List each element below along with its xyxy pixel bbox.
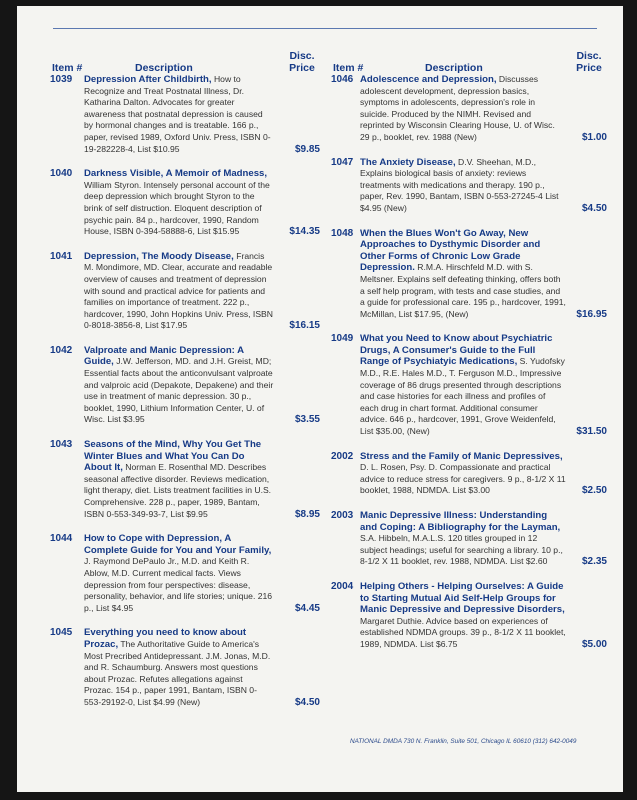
description-header: Description: [135, 62, 193, 74]
top-rule: [53, 28, 597, 29]
item-details: S.A. Hibbeln, M.A.L.S. 120 titles grouped in 12 subject headings; useful for searching a library. 10 p., 8-1/2 X 11 booklet, rev. 1988, NDMDA. List $2.60: [360, 533, 563, 567]
catalog-entry: [50, 168, 320, 238]
catalog-entry: [331, 157, 607, 215]
item-number: 2003: [331, 510, 354, 521]
item-title: Manic Depressive Illness: Understanding and Coping: A Bibliography for the Layman,: [360, 510, 561, 533]
catalog-entry: [331, 74, 607, 144]
item-title: Depression, The Moody Disease,: [84, 250, 234, 262]
item-description: [84, 533, 274, 614]
item-number: 1044: [50, 533, 73, 545]
item-details: Discusses adolescent development, depression basics, symptoms in adolescents, depression's role in suicide. Produced by the NIMH. Revised and reprinted by Wisconsin Clearing House, U. of Wisc. 29 p., booklet, rev. 1988 (New): [360, 74, 555, 142]
left-column-header: [50, 44, 320, 74]
item-details: Francis M. Mondimore, MD. Clear, accurate and readable overview of causes and treatment of depression with sound and practical advice for patients and families on importance of treatment. 222 p., hardcover, 1990, John Hopkins Univ. Press, ISBN 0-8018-3856-8, List $17.95: [84, 250, 273, 331]
item-details: R.M.A. Hirschfeld M.D. with S. Meltsner. Explains self defeating thinking, offers both a self help program, with tests and case studies, and a guide for professional care. 195 p., hardcover, 1991, McMillan, List $17.95, (New): [360, 262, 566, 319]
item-description: [360, 451, 566, 497]
catalog-entry: [331, 228, 607, 321]
price-header: Disc. Price: [289, 50, 315, 74]
item-number-header: Item #: [333, 62, 364, 74]
catalog-entry: [50, 439, 320, 520]
footer-address: NATIONAL DMDA 730 N. Franklin, Suite 501, Chicago IL 60610 (312) 642-0049: [350, 738, 577, 745]
left-column: [50, 44, 320, 722]
item-description: [84, 439, 274, 520]
item-title: Everything you need to know about Prozac,: [84, 627, 247, 650]
catalog-page: [17, 6, 623, 792]
item-price: $1.00: [581, 131, 607, 143]
item-price: $16.15: [289, 320, 320, 332]
item-details: J.W. Jefferson, MD. and J.H. Greist, MD; Essential facts about the anticonvulsant valproate and valproic acid (Depakote, Depakene) and their use in treatment of manic depression. 30 p., booklet, 1990, Lithium Information Center, U. of Wisc. List $3.95: [84, 356, 274, 425]
item-details: D. L. Rosen, Psy. D. Compassionate and practical advice to reduce stress for caregivers. 9 p., 8-1/2 X 11 booklet, 1988, NDMDA. List $3.00: [360, 462, 566, 496]
item-details: Margaret Duthie. Advice based on experiences of established NDMDA groups. 39 p., 8-1/2 X 11 booklet, 1989, NDMDA. List $6.75: [360, 615, 566, 649]
item-price: $2.35: [581, 556, 607, 568]
item-description: [360, 74, 566, 144]
item-details: How to Recognize and Treat Postnatal Illness, Dr. Katharina Dalton. Advocates for greater awareness that postnatal depression is caused by hormonal changes and is treatable. 166 p., paper, revised 1989, Oxford Univ. Press, ISBN 0-19-282228-4, List $10.95: [84, 74, 271, 154]
item-price: $5.00: [581, 638, 607, 650]
item-title: When the Blues Won't Go Away, New Approaches to Dysthymic Disorder and Other Forms of Chronic Low Grade Depression.: [360, 227, 541, 274]
left-entry-list: [50, 74, 320, 709]
item-title: Helping Others - Helping Ourselves: A Guide to Starting Mutual Aid Self-Help Groups for Manic Depressive and Depressive Disorders,: [360, 580, 565, 616]
catalog-entry: [50, 345, 320, 426]
catalog-entry: [331, 451, 607, 497]
item-number: 1048: [331, 227, 354, 239]
catalog-entry: [331, 510, 607, 568]
item-title: Darkness Visible, A Memoir of Madness,: [84, 168, 268, 180]
item-number: 1040: [50, 168, 73, 180]
item-price: $31.50: [576, 426, 607, 438]
item-price: $2.50: [581, 485, 607, 497]
item-number: 1041: [50, 250, 73, 262]
item-title: What you Need to Know about Psychiatric Drugs, A Consumer's Guide to the Full Range of Psychiatyic Medications,: [360, 333, 553, 368]
catalog-entry: [331, 333, 607, 437]
catalog-entry: [331, 581, 607, 651]
right-column: [331, 44, 607, 664]
item-title: The Anxiety Disease,: [360, 156, 456, 168]
item-price: $4.45: [294, 602, 320, 614]
item-description: [84, 627, 274, 708]
item-number: 1042: [50, 344, 73, 356]
price-header: Disc. Price: [576, 50, 602, 74]
item-number: 1046: [331, 74, 354, 85]
item-description: [84, 168, 274, 238]
item-price: $8.95: [294, 508, 320, 520]
item-title: Adolescence and Depression,: [360, 74, 497, 85]
item-title: Depression After Childbirth,: [84, 74, 212, 85]
item-price: $4.50: [581, 202, 607, 214]
catalog-entry: [50, 251, 320, 332]
catalog-entry: [50, 627, 320, 708]
item-number: 1039: [50, 74, 73, 85]
item-description: [360, 581, 566, 651]
item-details: William Styron. Intensely personal account of the deep depression which brought Styron to the brink of self distruction. Eloquent description of psychic pain. 84 p., hardcover, 1990, Random House, ISBN 0-394-58888-6, List $15.95: [84, 179, 270, 237]
item-title: How to Cope with Depression, A Complete Guide for You and Your Family,: [84, 533, 272, 556]
right-column-header: [331, 44, 607, 74]
item-title: Valproate and Manic Depression: A Guide,: [84, 344, 244, 368]
item-description: [84, 74, 274, 155]
item-description: [360, 510, 566, 568]
item-price: $16.95: [576, 308, 607, 320]
item-number-header: Item #: [52, 62, 83, 74]
item-title: Seasons of the Mind, Why You Get The Winter Blues and What You Can Do About It,: [84, 439, 262, 474]
item-description: [360, 333, 566, 437]
catalog-entry: [50, 74, 320, 155]
item-number: 1043: [50, 439, 73, 451]
item-number: 2004: [331, 580, 354, 592]
item-number: 2002: [331, 450, 354, 462]
item-number: 1045: [50, 627, 73, 639]
item-description: [360, 157, 566, 215]
item-price: $3.55: [294, 414, 320, 426]
item-details: J. Raymond DePaulo Jr., M.D. and Keith R. Ablow, M.D. Current medical facts. Views depression from four perspectives: disease, personality, behavior, and life stories; unique. 216 p., List $4.95: [84, 556, 273, 613]
item-number: 1047: [331, 156, 354, 168]
catalog-entry: [50, 533, 320, 614]
item-details: The Authoritative Guide to America's Most Precribed Antidepressant. J.M. Jonas, M.D. and R. Schaumburg. Answers most questions about Prozac. Refutes allegations against Prozac. 154 p., paper 1991, Bantam, ISBN 0-553-29192-0, List $4.99 (New): [84, 638, 271, 707]
item-price: $9.85: [294, 143, 320, 155]
right-entry-list: [331, 74, 607, 651]
item-description: [84, 251, 274, 332]
item-price: $4.50: [294, 696, 320, 708]
description-header: Description: [425, 62, 483, 74]
item-details: D.V. Sheehan, M.D., Explains biological basis of anxiety: reviews treatments with medications and therapy. 190 p., paper, Rev. 1990, Bantam, ISBN 0-553-27245-4 List $4.95 (New): [360, 156, 559, 213]
item-number: 1049: [331, 333, 354, 345]
item-title: Stress and the Family of Manic Depressives,: [360, 450, 563, 462]
item-details: Norman E. Rosenthal MD. Describes seasonal affective disorder. Reviews medication, light therapy, diet. Lists treatment facilities in U.S. Comprehensive. 228 p., paper, 1989, Bantam, ISBN 0-553-349-93-7, List $9.95: [84, 462, 272, 519]
item-description: [84, 345, 274, 426]
item-price: $14.35: [289, 226, 320, 238]
item-details: S. Yudofsky M.D., R.E. Hales M.D., T. Ferguson M.D., Impressive coverage of 86 drugs presented through descriptions and case histories for each illness and profiles of each drug in chart format. Additional consumer advice. 646 p., hardcover, 1991, Grove Weidenfeld, List $35.00, (New): [360, 356, 565, 437]
item-description: [360, 228, 566, 321]
